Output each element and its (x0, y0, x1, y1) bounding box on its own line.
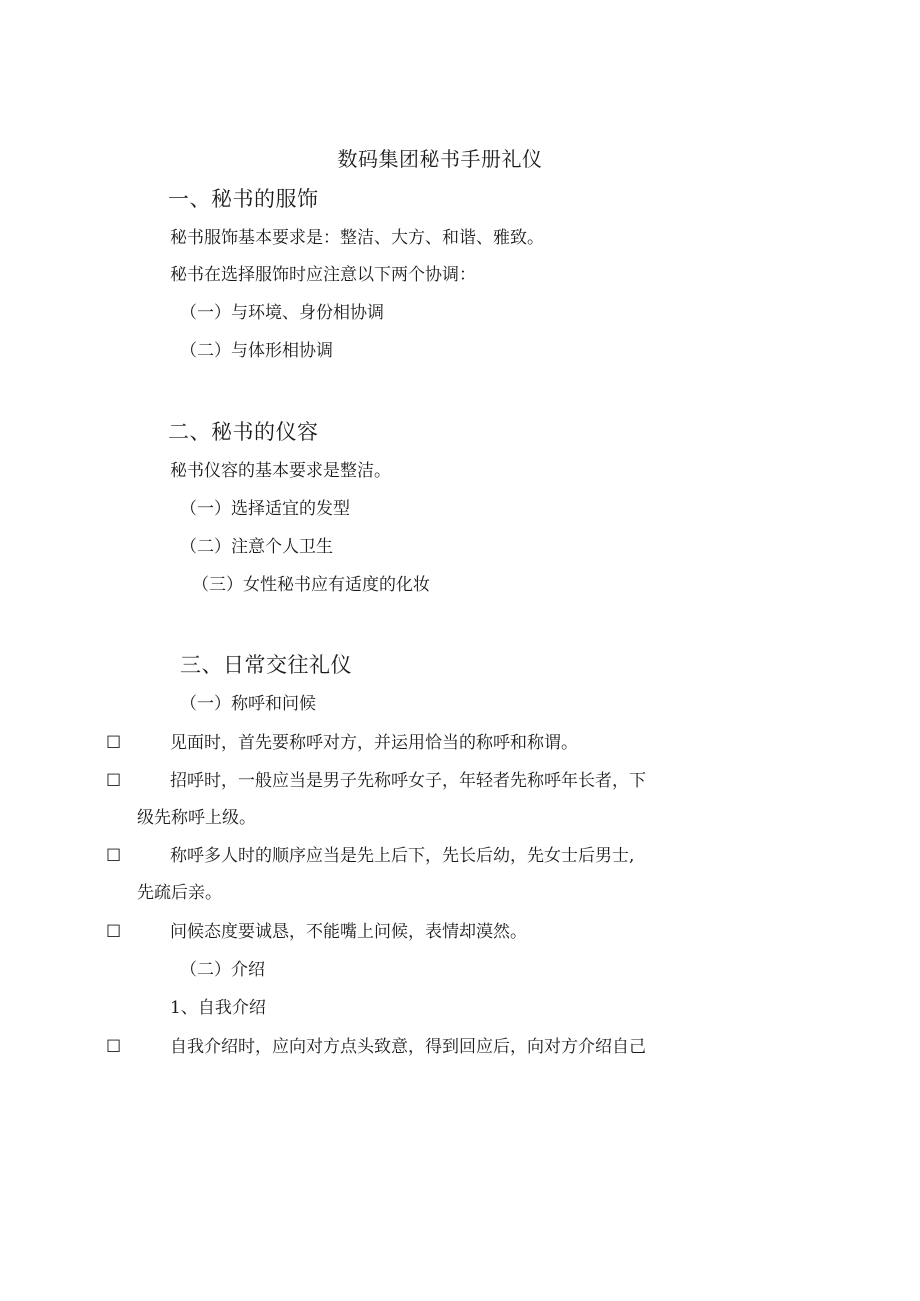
bullet-text: 问候态度要诚恳，不能嘴上问候，表情却漠然。 (170, 922, 527, 942)
document-title: 数码集团秘书手册礼仪 (337, 147, 543, 171)
bullet-text-continuation: 先疏后亲。 (137, 883, 222, 903)
paragraph: 秘书服饰基本要求是：整洁、大方、和谐、雅致。 (170, 228, 544, 248)
list-item: （三）女性秘书应有适度的化妆 (192, 575, 430, 595)
checkbox-bullet-icon: ☐ (106, 846, 122, 866)
paragraph: 秘书在选择服饰时应注意以下两个协调： (170, 265, 476, 285)
list-item: （一）选择适宜的发型 (180, 499, 350, 519)
bullet-text: 招呼时，一般应当是男子先称呼女子，年轻者先称呼年长者，下 (170, 771, 646, 791)
checkbox-bullet-icon: ☐ (106, 1037, 122, 1057)
bullet-text: 见面时，首先要称呼对方，并运用恰当的称呼和称谓。 (170, 733, 578, 753)
bullet-text-continuation: 级先称呼上级。 (137, 808, 256, 828)
bullet-text: 自我介绍时，应向对方点头致意，得到回应后，向对方介绍自己 (170, 1037, 646, 1057)
checkbox-bullet-icon: ☐ (106, 922, 122, 942)
paragraph: 秘书仪容的基本要求是整洁。 (170, 461, 391, 481)
list-item: （一）与环境、身份相协调 (180, 303, 384, 323)
section-heading-attire: 一、秘书的服饰 (168, 187, 319, 211)
section-heading-daily-etiquette: 三、日常交往礼仪 (180, 653, 352, 677)
subsection-heading: （二）介绍 (180, 960, 265, 980)
list-item: （二）与体形相协调 (180, 341, 333, 361)
list-item: （二）注意个人卫生 (180, 537, 333, 557)
subsection-heading: （一）称呼和问候 (180, 694, 316, 714)
checkbox-bullet-icon: ☐ (106, 771, 122, 791)
section-heading-appearance: 二、秘书的仪容 (168, 420, 319, 444)
bullet-text: 称呼多人时的顺序应当是先上后下，先长后幼，先女士后男士, (170, 846, 635, 866)
checkbox-bullet-icon: ☐ (106, 733, 122, 753)
subsection-heading: 1、自我介绍 (170, 998, 266, 1018)
